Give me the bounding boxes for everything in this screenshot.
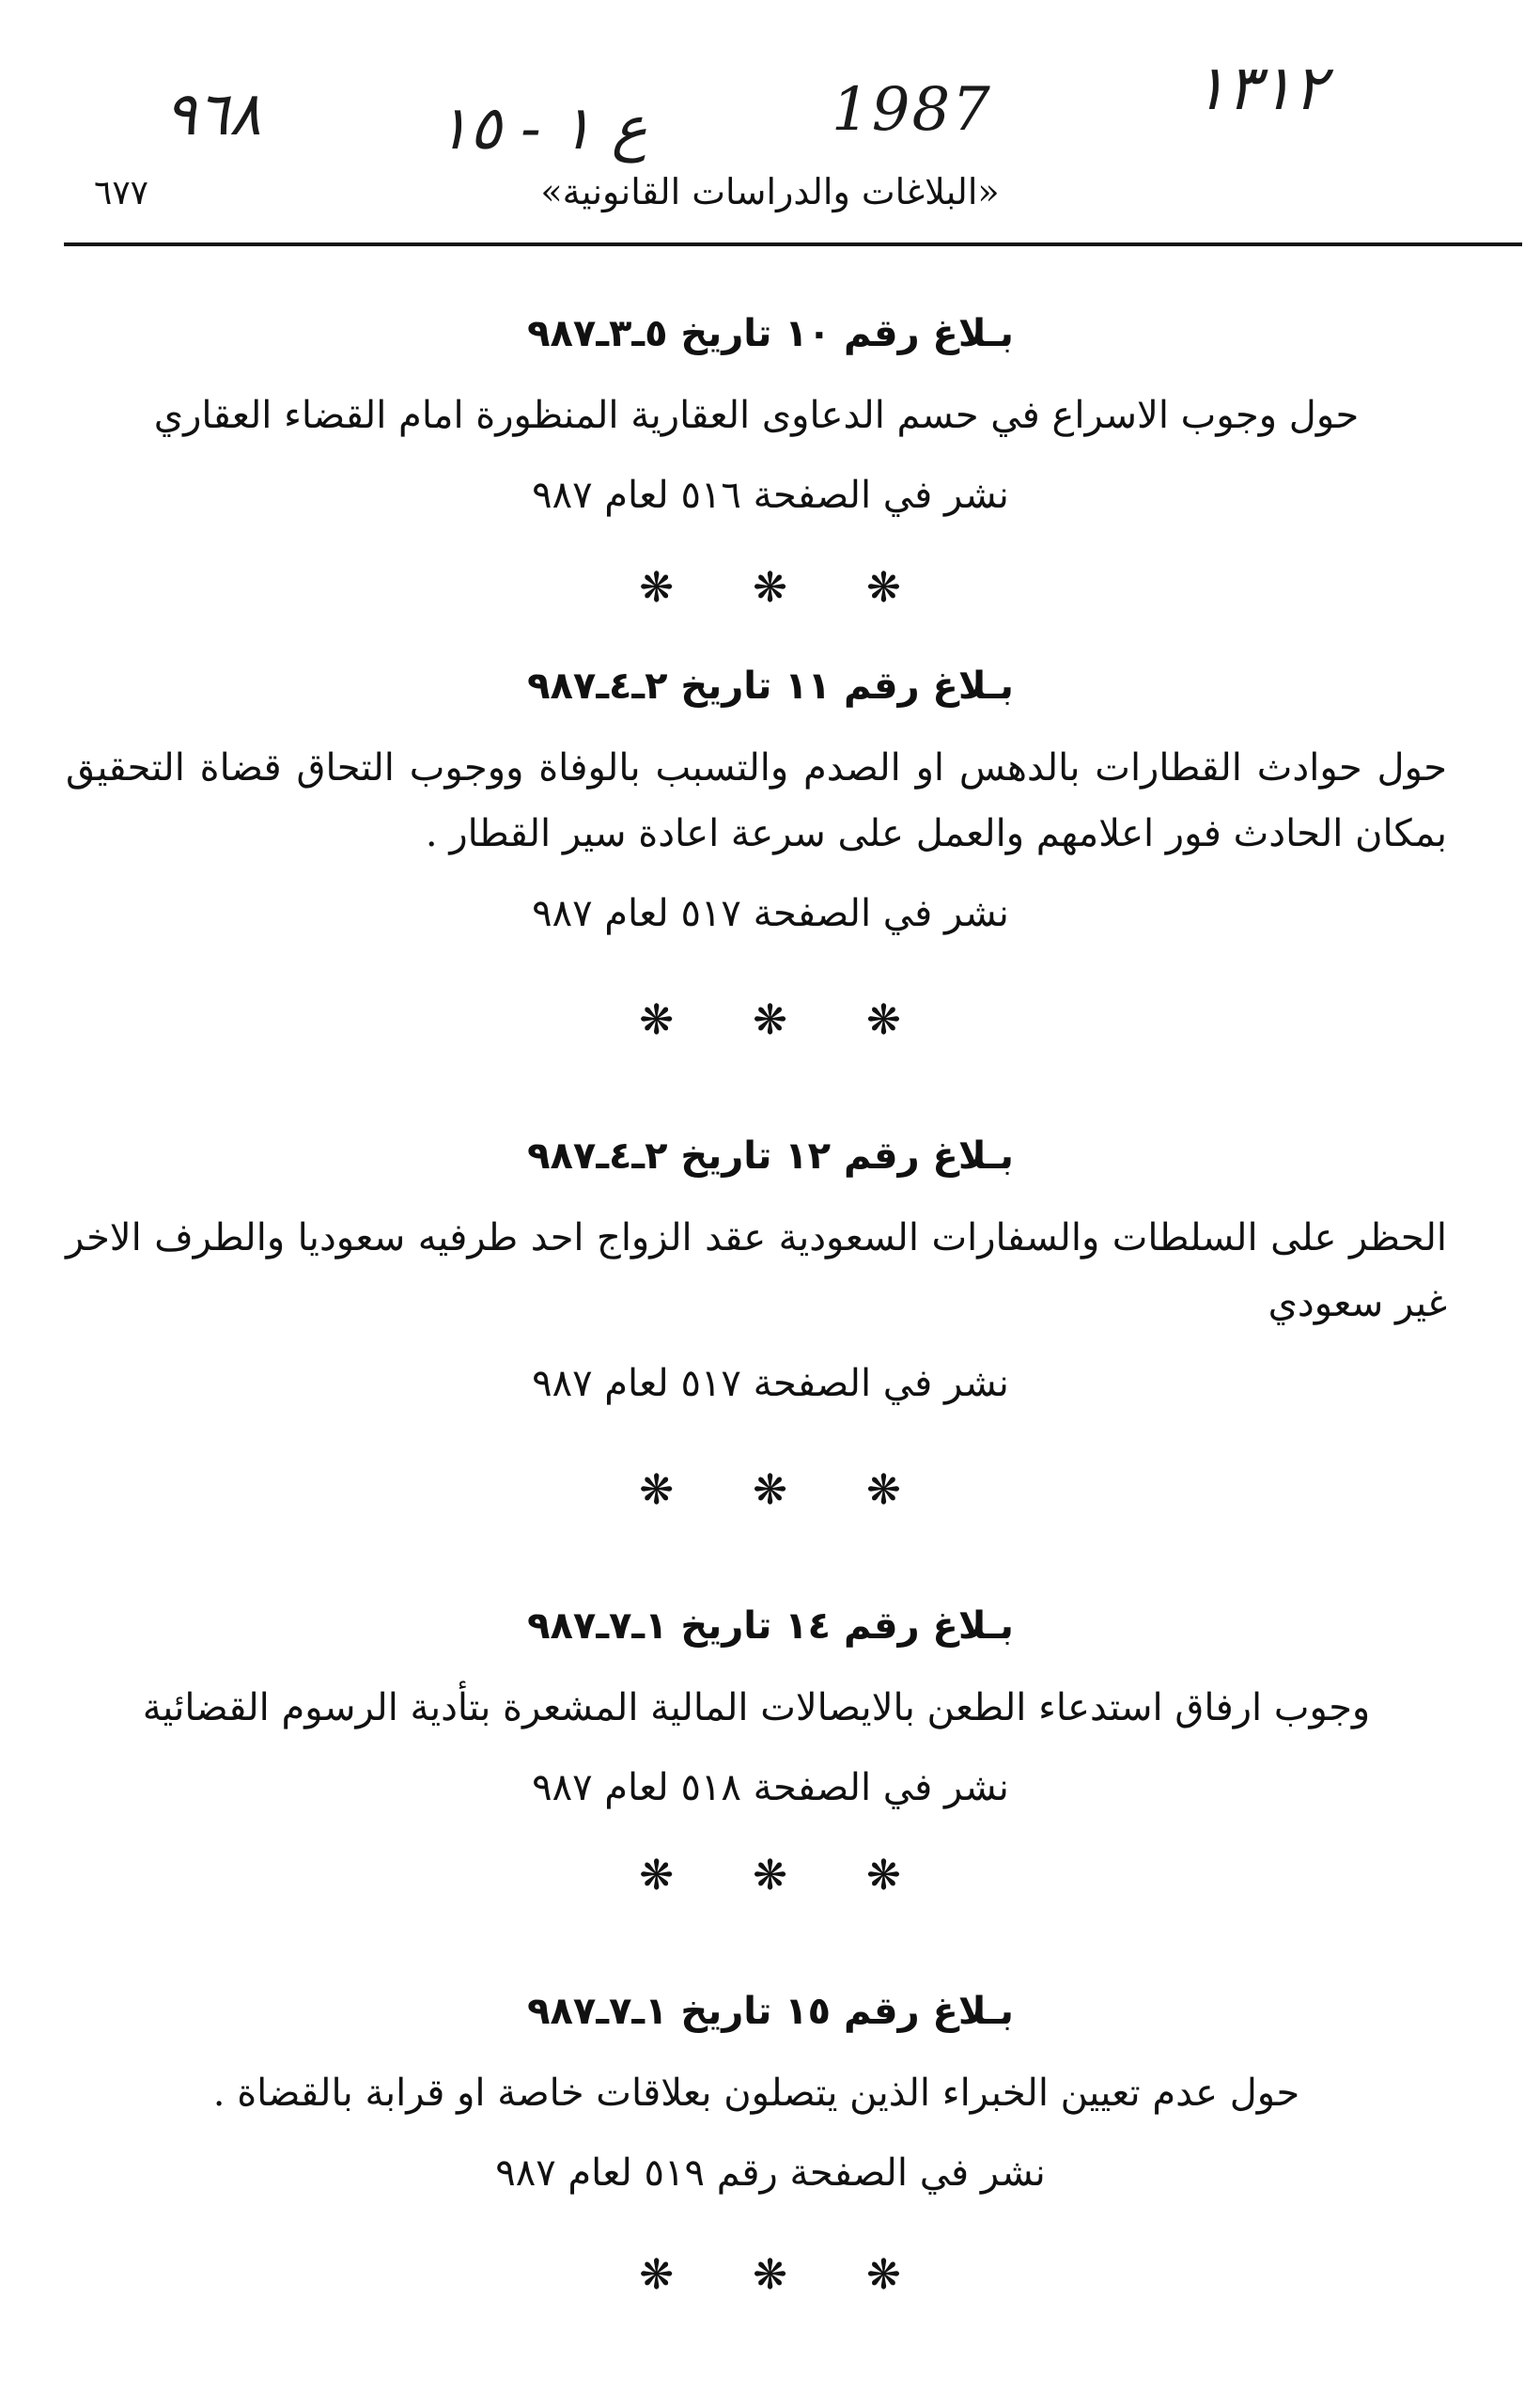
bulletin-title: بـلاغ رقم ١٠ تاريخ ٥ـ٣ـ٩٨٧	[527, 312, 1014, 355]
bulletin-title: بـلاغ رقم ١١ تاريخ ٢ـ٤ـ٩٨٧	[527, 665, 1014, 708]
asterisk-icon: ❋	[639, 2251, 675, 2299]
asterisk-icon: ❋	[865, 564, 901, 612]
bulletin-entry	[66, 1983, 1475, 2201]
asterisk-icon: ❋	[753, 1852, 787, 1900]
bulletin-publication: نشر في الصفحة رقم ٥١٩ لعام ٩٨٧	[495, 2151, 1046, 2195]
separator	[0, 1852, 1540, 1900]
bulletin-entry	[66, 1128, 1475, 1412]
handwritten-document-id: ١٣١٢	[1193, 52, 1327, 124]
asterisk-icon: ❋	[753, 2251, 787, 2299]
separator	[0, 564, 1540, 612]
bulletin-title: بـلاغ رقم ١٢ تاريخ ٢ـ٤ـ٩٨٧	[527, 1134, 1014, 1178]
asterisk-icon: ❋	[753, 996, 787, 1044]
handwritten-year: 1987	[832, 75, 992, 145]
asterisk-icon: ❋	[865, 996, 901, 1044]
asterisk-icon: ❋	[865, 1852, 901, 1900]
bulletin-entry	[66, 1598, 1475, 1816]
handwritten-reference: ع ١ - ١٥	[437, 94, 647, 164]
bulletin-body: حول حوادث القطارات بالدهس او الصدم والتسبب بالوفاة ووجوب التحاق قضاة التحقيق بمكان الحادث فور اعلامهم والعمل على سرعة اعادة سير القطار .	[66, 746, 1447, 855]
asterisk-icon: ❋	[753, 564, 787, 612]
asterisk-icon: ❋	[639, 996, 675, 1044]
handwritten-page-mark: ٩٦٨	[164, 80, 262, 149]
bulletin-body: حول وجوب الاسراع في حسم الدعاوى العقارية المنظورة امام القضاء العقاري	[153, 394, 1360, 437]
bulletin-publication: نشر في الصفحة ٥١٧ لعام ٩٨٧	[532, 892, 1009, 935]
bulletin-body: الحظر على السلطات والسفارات السعودية عقد الزواج احد طرفيه سعوديا والطرف الاخر غير سعودي	[66, 1216, 1447, 1325]
asterisk-icon: ❋	[753, 1466, 787, 1514]
page-number: ٦٧٧	[94, 174, 149, 212]
bulletin-publication: نشر في الصفحة ٥١٧ لعام ٩٨٧	[532, 1362, 1009, 1405]
running-header-title: «البلاغات والدراسات القانونية»	[540, 171, 1000, 212]
bulletin-body: حول عدم تعيين الخبراء الذين يتصلون بعلاقات خاصة او قرابة بالقضاة .	[212, 2072, 1300, 2115]
separator	[0, 1466, 1540, 1514]
separator	[0, 2251, 1540, 2299]
asterisk-icon: ❋	[865, 1466, 901, 1514]
bulletin-entry	[66, 658, 1475, 942]
bulletin-title: بـلاغ رقم ١٤ تاريخ ١ـ٧ـ٩٨٧	[527, 1604, 1014, 1648]
separator	[0, 996, 1540, 1044]
asterisk-icon: ❋	[865, 2251, 901, 2299]
asterisk-icon: ❋	[639, 1852, 675, 1900]
bulletin-publication: نشر في الصفحة ٥١٦ لعام ٩٨٧	[532, 474, 1009, 517]
bulletin-entry	[66, 305, 1475, 524]
bulletin-title: بـلاغ رقم ١٥ تاريخ ١ـ٧ـ٩٨٧	[527, 1990, 1014, 2033]
bulletin-publication: نشر في الصفحة ٥١٨ لعام ٩٨٧	[532, 1766, 1009, 1809]
header-rule	[64, 242, 1522, 246]
bulletin-body: وجوب ارفاق استدعاء الطعن بالايصالات المالية المشعرة بتأدية الرسوم القضائية	[142, 1686, 1371, 1729]
asterisk-icon: ❋	[639, 1466, 675, 1514]
asterisk-icon: ❋	[639, 564, 675, 612]
